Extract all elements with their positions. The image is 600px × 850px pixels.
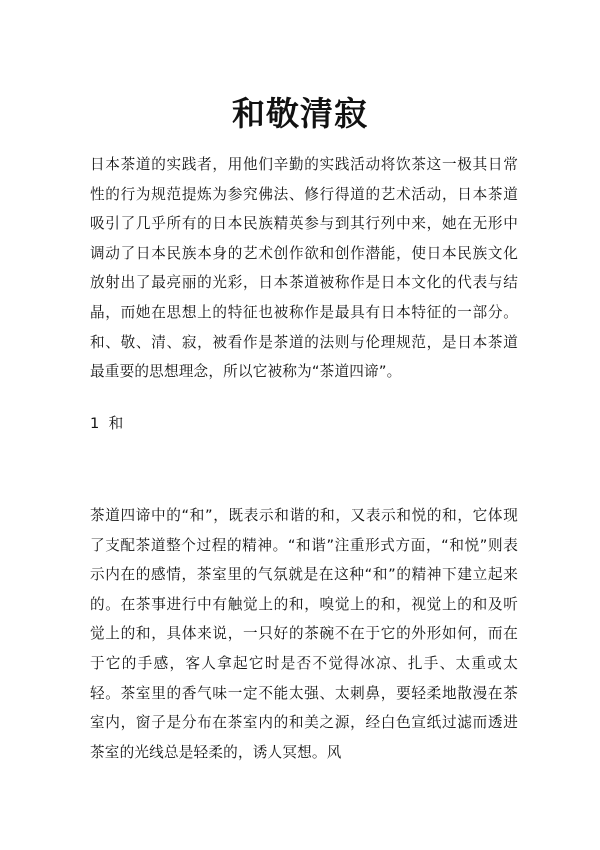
section-body-paragraph: 茶道四谛中的“和”，既表示和谐的和，又表示和悦的和，它体现了支配茶道整个过程的精神。“和谐”注重形式方面，“和悦”则表示内在的感情，茶室里的气氛就是在这种“和”的精神下建立起来的。在茶事进行中有触觉上的和，嗅觉上的和，视觉上的和及听觉上的和，具体来说，一只好的茶碗不在于它的外形如何，而在于它的手感，客人拿起它时是否不觉得冰凉、扎手、太重或太轻。茶室里的香气味一定不能太强、太刺鼻，要轻柔地散漫在茶室内，窗子是分布在茶室内的和美之源，经白色宣纸过滤而透进茶室的光线总是轻柔的，诱人冥想。风: [90, 507, 518, 761]
intro-paragraph: 日本茶道的实践者，用他们辛勤的实践活动将饮茶这一极其日常性的行为规范提炼为参究佛法、修行得道的艺术活动，日本茶道吸引了几乎所有的日本民族精英参与到其行列中来，她在无形中调动了日本民族本身的艺术创作欲和创作潜能，使日本民族文化放射出了最亮丽的光彩，日本茶道被称作是日本文化的代表与结晶，而她在思想上的特征也被称作是最具有日本特征的一部分。和、敬、清、寂，被看作是茶道的法则与伦理规范，是日本茶道最重要的思想理念，所以它被称为“茶道四谛”。: [90, 156, 518, 381]
section-heading: 1 和: [90, 415, 124, 432]
document-title: 和敬清寂: [232, 94, 368, 133]
